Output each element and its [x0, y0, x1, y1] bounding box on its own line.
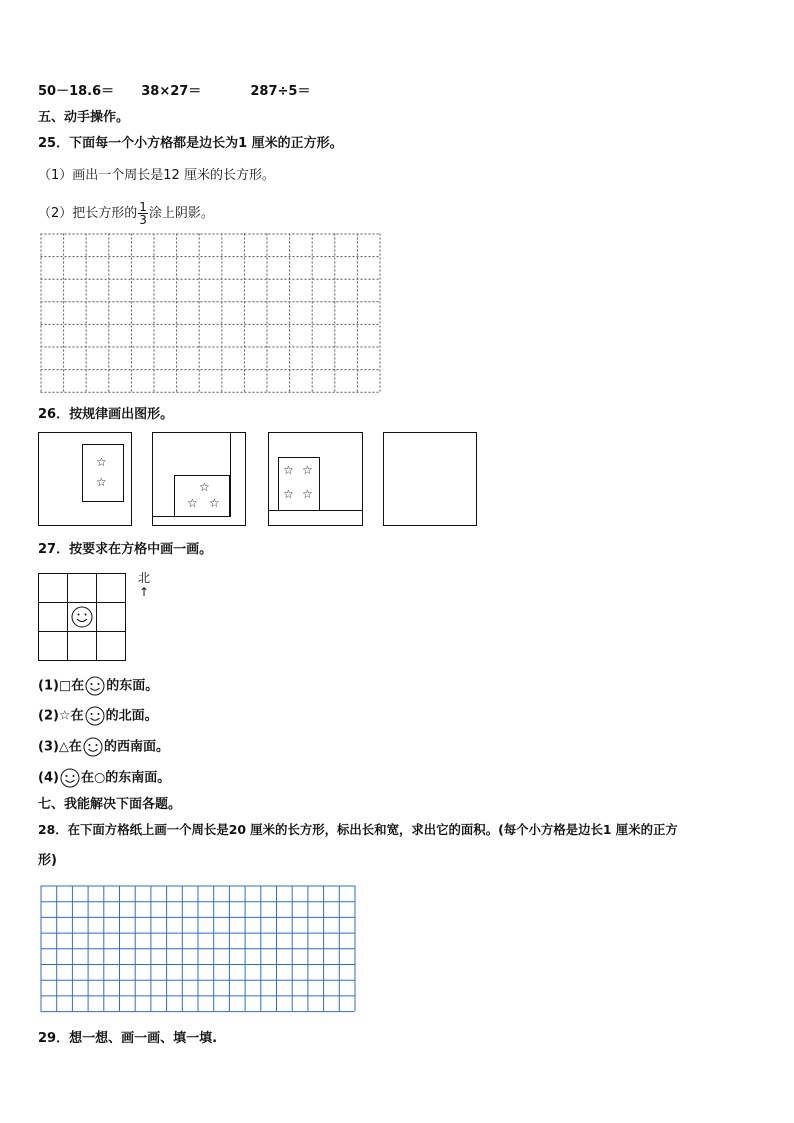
q27-item-2-suffix: 的北面。 [105, 708, 158, 724]
smiley-icon [84, 676, 106, 696]
star-icon: ☆ [96, 475, 107, 489]
calc-1: 50－18.6＝ [38, 84, 115, 99]
q25-sub2-prefix: （2）把长方形的 [38, 206, 138, 221]
smiley-icon [59, 768, 81, 788]
q29-text: 想一想、画一画、填一填. [69, 1031, 218, 1046]
calc-row [38, 84, 310, 100]
q25-sub2 [38, 200, 214, 228]
calc-2: 38×27＝ [141, 84, 202, 99]
fraction-one-third [138, 201, 148, 226]
q27-item-2-prefix: (2)☆在 [38, 708, 84, 724]
section-5-title: 五、动手操作。 [38, 110, 130, 125]
q27-item-4-suffix: 在○的东南面。 [80, 770, 171, 786]
q27-item-3-prefix: (3)△在 [38, 739, 82, 755]
star-icon: ☆ [283, 487, 294, 501]
q29-number: 29． [38, 1031, 70, 1046]
q27-item-1-suffix: 的东面。 [106, 678, 159, 694]
q28-blue-grid[interactable] [40, 885, 358, 1015]
q25-stem [38, 136, 343, 152]
q25-sub1: （1）画出一个周长是12 厘米的长方形。 [38, 168, 275, 183]
north-indicator [138, 571, 150, 599]
star-icon: ☆ [302, 463, 313, 477]
pattern-3-rectangle [278, 457, 320, 511]
pattern-figure-2 [152, 432, 246, 526]
star-icon: ☆ [302, 487, 313, 501]
q28-stem-line2: 形) [38, 853, 57, 868]
north-arrow-icon: ↑ [138, 585, 150, 599]
q25-text: 下面每一个小方格都是边长为1 厘米的正方形。 [69, 136, 343, 151]
q25-dotted-grid[interactable] [40, 233, 382, 395]
q27-item-1-prefix: (1)□在 [38, 678, 85, 694]
north-label: 北 [138, 571, 151, 585]
fraction-denominator: 3 [139, 213, 147, 227]
pattern-figure-1 [38, 432, 132, 526]
q27-item-3 [38, 737, 169, 758]
pattern-figure-4-blank[interactable] [383, 432, 477, 526]
q25-number: 25． [38, 136, 70, 151]
q28-number: 28． [38, 822, 68, 837]
q27-grid[interactable] [38, 573, 128, 663]
pattern-figure-3 [268, 432, 363, 526]
q29-stem [38, 1031, 217, 1047]
q27-item-3-suffix: 的西南面。 [103, 739, 169, 755]
star-icon: ☆ [199, 480, 210, 494]
q25-sub2-suffix: 涂上阴影。 [148, 206, 214, 221]
fraction-numerator: 1 [139, 200, 147, 214]
q27-stem [38, 542, 212, 558]
q28-text-line1: 在下面方格纸上画一个周长是20 厘米的长方形，标出长和宽，求出它的面积。(每个小方格是边长1 厘米的正方 [67, 822, 678, 837]
pattern-1-rectangle [82, 444, 124, 502]
section-7-title: 七、我能解决下面各题。 [38, 797, 182, 812]
q27-item-1 [38, 676, 158, 697]
smiley-icon [84, 706, 106, 726]
star-icon: ☆ [96, 455, 107, 469]
q27-item-2 [38, 706, 158, 727]
pattern-2-rectangle [174, 475, 230, 517]
q27-item-4-prefix: (4) [38, 770, 59, 786]
smiley-icon [82, 737, 104, 757]
q27-number: 27． [38, 542, 70, 557]
q26-stem [38, 407, 173, 423]
pattern-2-divider-v [230, 433, 231, 517]
q28-stem-line1 [38, 822, 678, 838]
q26-text: 按规律画出图形。 [69, 407, 174, 422]
star-icon: ☆ [283, 463, 294, 477]
smiley-icon [72, 607, 92, 627]
calc-3: 287÷5＝ [250, 84, 311, 99]
q26-number: 26． [38, 407, 70, 422]
star-icon: ☆ [209, 496, 220, 510]
star-icon: ☆ [187, 496, 198, 510]
q27-item-4 [38, 768, 170, 789]
q27-text: 按要求在方格中画一画。 [69, 542, 213, 557]
